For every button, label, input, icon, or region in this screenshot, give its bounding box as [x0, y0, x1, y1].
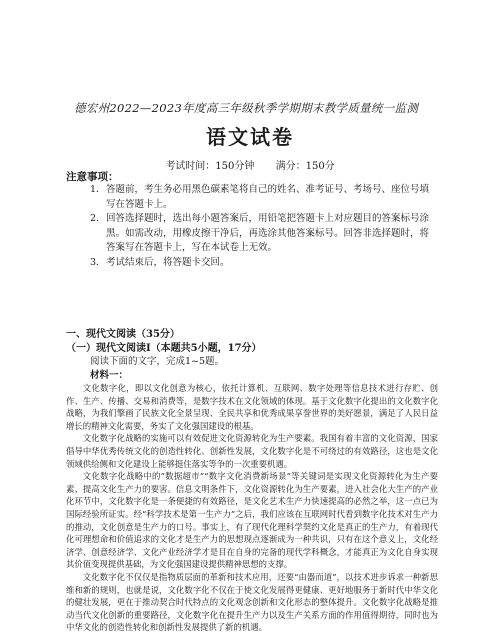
notice-text: 考试结束后，将答题卡交回。	[106, 256, 230, 268]
section-title: 一、现代文阅读（35分）	[66, 329, 180, 340]
passage-paragraph: 文化数字化战略中的“数据超市”“数字文化消费新场景”等关键词是实现文化资源转化为生产要素、提高文化生产力的要害。信息文明条件下，文化资源转化为生产要素，进入社会化大生产的产业化环节中，文化数字化是一条便捷的有效路径，是文化艺术生产力快速提高的必然之举，这一点已为国际经验所证实。经“科学技术是第一生产力”之后，我们应该在互联网时代看到数字化技术对生产力的推动，文化创意是生产力的口号。事实上，有了现代化理科学契约文化是真正的生产力，有着现代化可理想命和价值追求的文化才是生产力的思想现点逐渐成为一种共识，只有在这个意义上，文化经济学、创意经济学、文化产业经济学才是目在自身的完备的现代学科概念，才能真正为文化自身实现其价值变现提供基础，为文化强国建设提供精神思想的支撑。	[66, 471, 438, 570]
notice-item	[90, 183, 432, 212]
notice-number: 1．	[90, 184, 106, 195]
subsection-title: （一）现代文阅读Ⅰ（本题共5小题，17分）	[66, 343, 262, 354]
reading-instruction: 阅读下面的文字，完成1~5题。	[90, 356, 225, 367]
passage-paragraph: 文化数字化不仅仅是指物质层面的革新和技术应用，还要“由器而道”，以技术进步诉求一种新思维和新的规则，也就是说，文化数字化不仅在于使文化发展得更健康、更好地服务于新时代中华文化的健壮发展，更在于推动契合时代特点的文化观念创新和文化形态的整体提升。文化数字化战略是推动当代文化创新的重要路径，文化数字化在提升生产力以及生产关系方面的作用值得期待，同时也为中华文化的创造性转化和创新性发展提供了新的机遇。	[66, 571, 438, 633]
passage-paragraph: 文化数字化，即以文化创意为核心，依托计算机、互联网、数字处理等信息技术进行存贮、创作、生产、传播、交易和消费等，是数字技术在文化领域的体现。基于文化数字化提出的文化数字化战略，为我们擎画了民族文化全景呈现、全民共享和优秀成果享誉世界的美好愿景，满足了人民日益增长的精神文化需要，务实了文化强国建设的根基。	[66, 383, 438, 431]
notice-heading: 注意事项：	[66, 171, 119, 183]
notice-text: 答题前，考生务必用黑色碳素笔将自己的姓名、准考证号、考场号、座位号填写在答题卡上。	[106, 184, 430, 210]
material-label: 材料一：	[90, 370, 129, 381]
notice-text: 回答选择题时，选出每小题答案后，用铅笔把答题卡上对应题目的答案标号涂黑。如需改动，用橡皮擦干净后，再选涂其他答案标号。回答非选择题时，将答案写在答题卡上，写在本试卷上无效。	[106, 213, 430, 253]
exam-subtitle: 德宏州2022—2023年度高三年级秋季学期期末教学质量统一监测	[74, 101, 419, 115]
full-score: 满分：150分	[275, 161, 335, 172]
page-title: 语文试卷	[206, 125, 294, 149]
passage-paragraph: 文化数字化战略的实施可以有效促进文化资源转化为生产要素。我国有着丰富的文化资源，国家倡导中华优秀传统文化的创造性转化、创新性发展，文化数字化是不可绕过的有效路径，这也是文化领域供给侧和文化建设上能够挺住落实等争的一次重要机遇。	[66, 433, 438, 469]
notice-number: 3．	[90, 256, 106, 268]
notice-item	[90, 256, 432, 271]
notice-list	[90, 183, 432, 270]
passage	[66, 382, 438, 634]
exam-time: 考试时间：150分钟	[165, 161, 255, 172]
notice-item	[90, 212, 432, 256]
notice-number: 2．	[90, 213, 106, 224]
